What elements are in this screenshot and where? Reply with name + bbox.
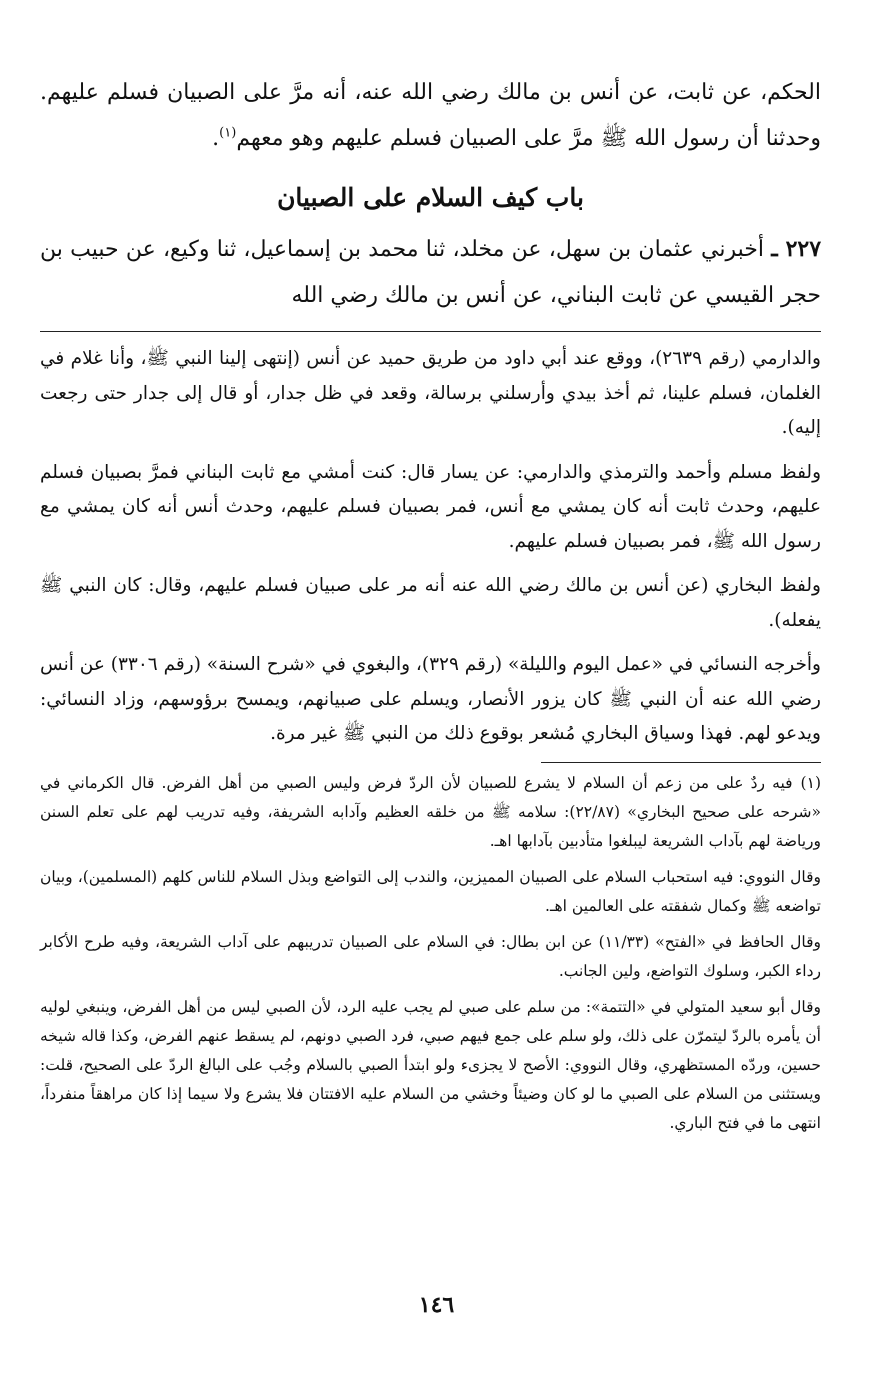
note-paragraph: ولفظ مسلم وأحمد والترمذي والدارمي: عن يسار قال: كنت أمشي مع ثابت البناني فمرَّ بصبيان فسلم عليهم، وحدث ثابت أنه كان يمشي مع أنس، فمر بصبيان فسلم عليهم، وحدث أنس أنه كان يمشي مع رسول الله ﷺ، فمر بصبيان فسلم عليهم. [40,461,821,552]
footnote-paragraph: وقال أبو سعيد المتولي في «التتمة»: من سلم على صبي لم يجب عليه الرد، لأن الصبي ليس من أهل الفرض، وينبغي لوليه أن يأمره بالردّ ليتمرّن على ذلك، ولو سلم على جمع فيهم صبي، فرد الصبي دونهم، لم يسقط عنهم الفرض، وكذا قاله شيخه حسين، وردّه المستظهري، وقال النووي: الأصح لا يجزىء ولو ابتدأ الصبي بالسلام وجُب على البالغ الردّ على الصحيح، قلت: ويستثنى من السلام على الصبي ما لو كان وضيئاً وخشي من السلام عليه الافتتان فلا يشرع ولا سيما إذا كان مراهقاً منفرداً، انتهى ما في فتح الباري. [40,997,821,1132]
footnote-divider [541,762,821,763]
note-paragraph: ولفظ البخاري (عن أنس بن مالك رضي الله عنه أنه مر على صبيان فسلم عليهم، وقال: كان النبي ﷺ يفعله). [40,575,821,631]
main-text [40,70,821,319]
hadith-text: أخبرني عثمان بن سهل، عن مخلد، ثنا محمد بن إسماعيل، ثنا وكيع، عن حبيب بن حجر القيسي عن ثابت البناني، عن أنس بن مالك رضي الله [40,237,821,308]
chapter-heading: باب كيف السلام على الصبيان [277,183,584,212]
hadith-227 [40,226,821,319]
footnote-paragraph: وقال الحافظ في «الفتح» (١١/٣٣) عن ابن بطال: في السلام على الصبيان تدريبهم على آداب الشريعة، وفيه طرح الأكابر رداء الكبر، وسلوك التواضع، ولين الجانب. [40,932,821,980]
footnote-reference[interactable]: (١) [219,125,237,141]
main-notes-divider [40,331,821,332]
paragraph-text: الحكم، عن ثابت، عن أنس بن مالك رضي الله عنه، أنه مرَّ على الصبيان فسلم عليهم. وحدثنا أن رسول الله ﷺ مرَّ على الصبيان فسلم عليهم وهو معهم [40,80,821,151]
footnotes-section [40,769,821,1138]
footnote-marker: (١) [800,773,821,792]
notes-section [40,342,821,752]
paragraph-end: . [212,126,220,151]
hadith-number: ٢٢٧ ـ [771,236,822,262]
footnote-paragraph: وقال النووي: فيه استحباب السلام على الصبيان المميزين، والندب إلى التواضع وبذل السلام للناس كلهم (المسلمين)، وبيان تواضعه ﷺ وكمال شفقته على العالمين اهـ. [40,867,821,915]
footnote-text: فيه ردٌ على من زعم أن السلام لا يشرع للصبيان لأن الردّ فرض وليس الصبي من أهل الفرض. قال الكرماني في «شرحه على صحيح البخاري» (٢٢/٨٧): سلامه ﷺ من خلقه العظيم وآدابه الشريفة، وفيه تدريب لهم على تعلم السنن ورياضة لهم بآداب الشريعة ليبلغوا متأدبين بآدابها اهـ. [40,773,821,850]
page-number: ١٤٦ [418,1292,455,1318]
note-paragraph: وأخرجه النسائي في «عمل اليوم والليلة» (رقم ٣٢٩)، والبغوي في «شرح السنة» (رقم ٣٣٠٦) عن أنس رضي الله عنه أن النبي ﷺ كان يزور الأنصار، ويسلم على صبيانهم، ويمسح برؤوسهم، وزاد النسائي: ويدعو لهم. فهذا وسياق البخاري مُشعر بوقوع ذلك من النبي ﷺ غير مرة. [39,654,821,744]
footnote-paragraph [40,769,821,856]
note-paragraph: والدارمي (رقم ٢٦٣٩)، ووقع عند أبي داود من طريق حميد عن أنس (إنتهى إلينا النبي ﷺ، وأنا غلام في الغلمان، فسلم علينا، ثم أخذ بيدي وأرسلني برسالة، وقعد في ظل جدار، أو قال إلى جدار حتى رجعت إليه). [40,348,821,438]
paragraph-continuation [40,70,821,162]
